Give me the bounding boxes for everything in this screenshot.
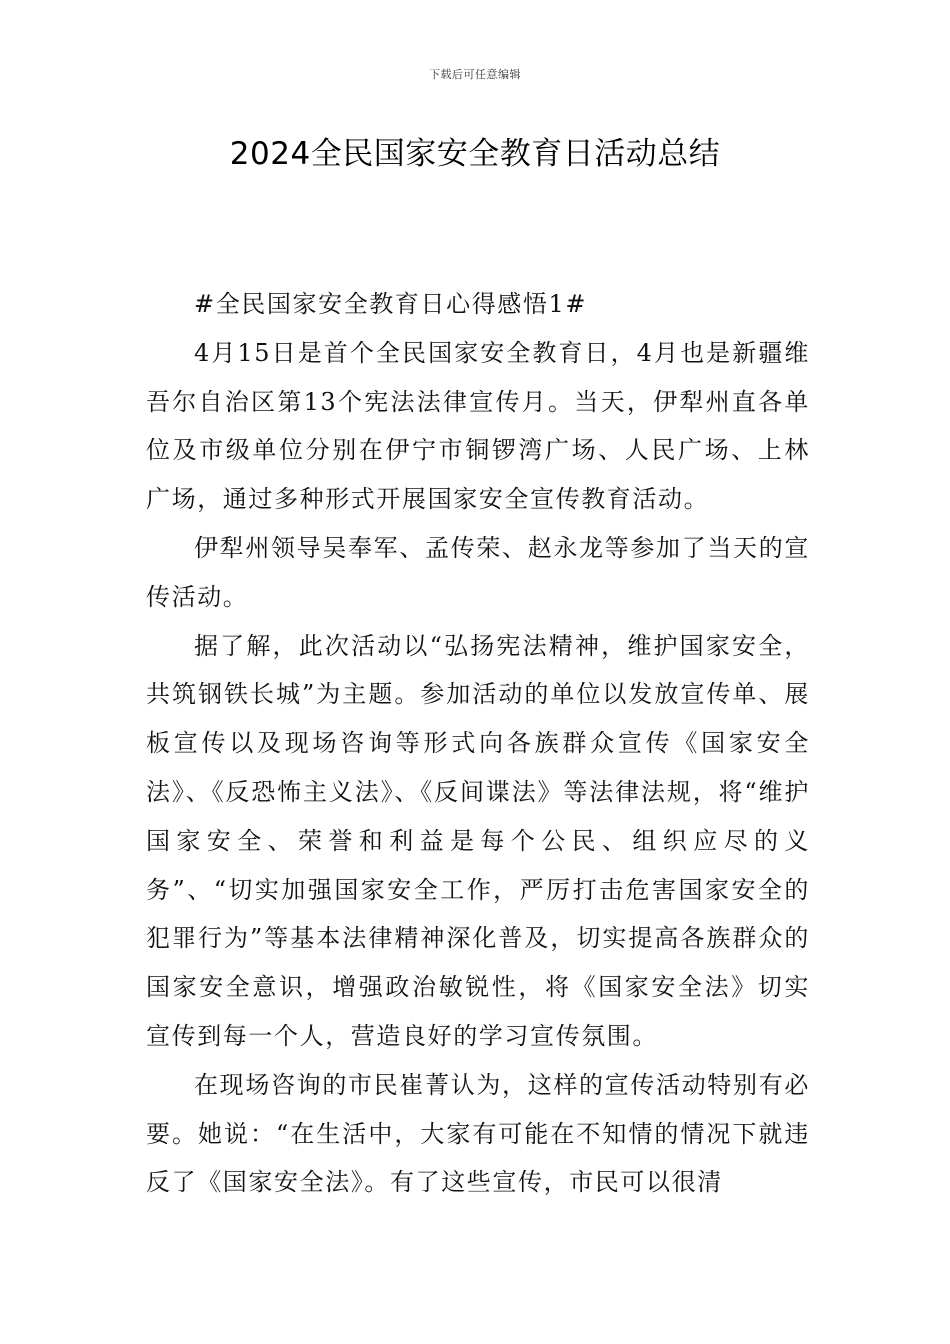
- paragraph: 据了解，此次活动以“弘扬宪法精神，维护国家安全，共筑钢铁长城”为主题。参加活动的单位以发放宣传单、展板宣传以及现场咨询等形式向各族群众宣传《国家安全法》、《反恐怖主义法》、《反间谍法》等法律法规，将“维护国家安全、荣誉和利益是每个公民、组织应尽的义务”、“切实加强国家安全工作，严厉打击危害国家安全的犯罪行为”等基本法律精神深化普及，切实提高各族群众的国家安全意识，增强政治敏锐性，将《国家安全法》切实宣传到每一个人，营造良好的学习宣传氛围。: [146, 631, 810, 1050]
- header-note: 下载后可任意编辑: [429, 68, 521, 81]
- document-body: [146, 280, 810, 1207]
- document-title: 2024全民国家安全教育日活动总结: [229, 136, 721, 172]
- paragraph: 伊犁州领导吴奉军、孟传荣、赵永龙等参加了当天的宣传活动。: [146, 533, 810, 611]
- paragraph-heading: #全民国家安全教育日心得感悟1#: [194, 290, 588, 318]
- paragraph: 在现场咨询的市民崔菁认为，这样的宣传活动特别有必要。她说：“在生活中，大家有可能在不知情的情况下就违反了《国家安全法》。有了这些宣传，市民可以很清: [146, 1070, 810, 1197]
- paragraph: 4月15日是首个全民国家安全教育日，4月也是新疆维吾尔自治区第13个宪法法律宣传月。当天，伊犁州直各单位及市级单位分别在伊宁市铜锣湾广场、人民广场、上林广场，通过多种形式开展国家安全宣传教育活动。: [146, 338, 810, 514]
